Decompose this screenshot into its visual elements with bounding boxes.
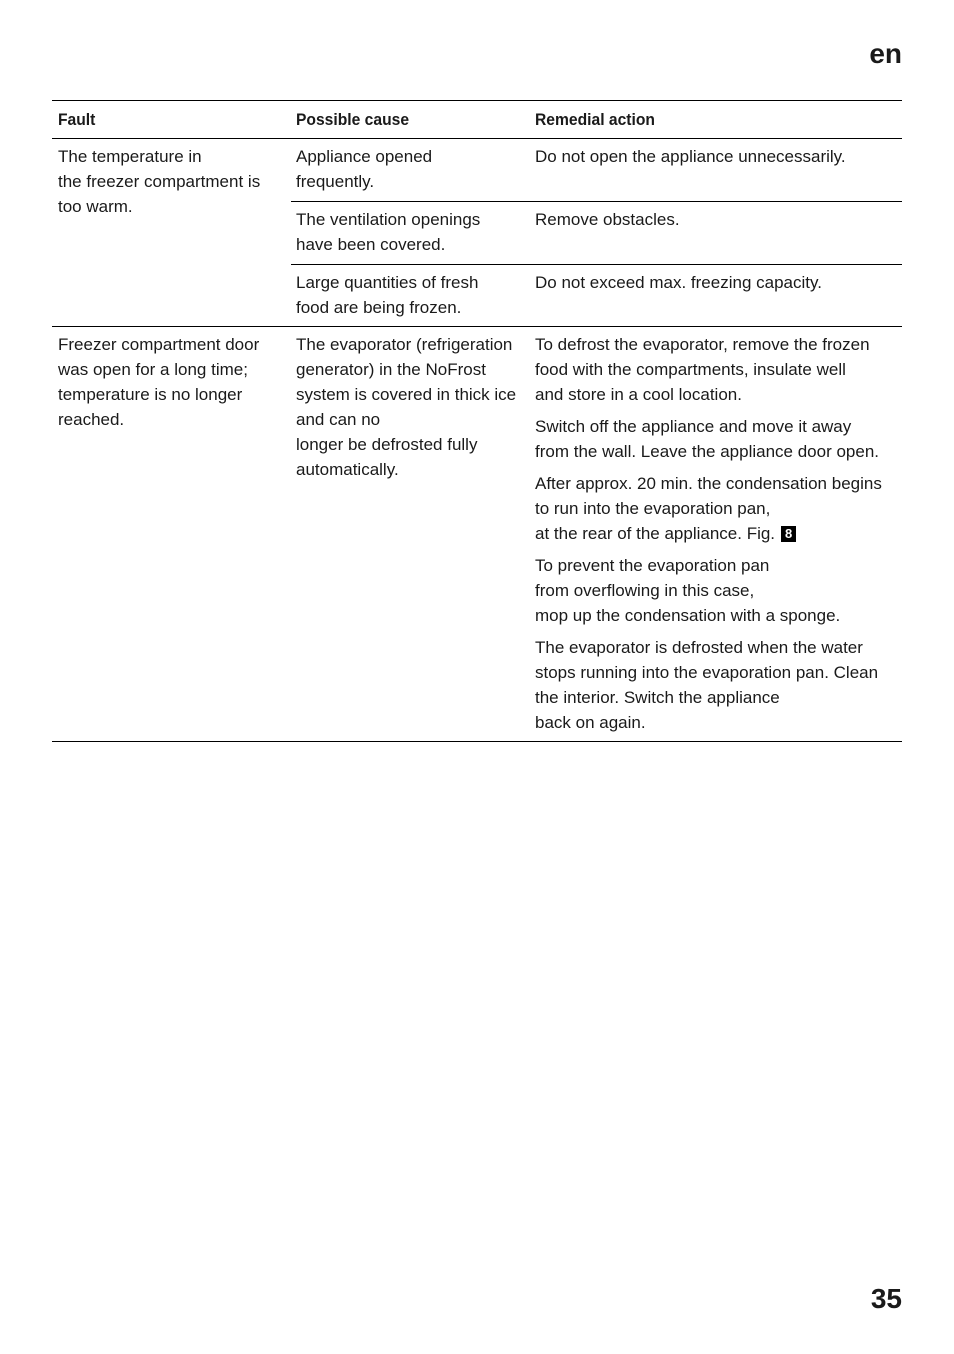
table-row	[291, 327, 902, 742]
cause-cell: Large quantities of fresh food are being frozen.	[296, 273, 479, 317]
table-header-row	[52, 101, 902, 139]
action-cell: Do not open the appliance unnecessarily.	[535, 147, 846, 166]
table-row	[291, 264, 902, 326]
table-row-group	[52, 139, 902, 327]
action-paragraph: To prevent the evaporation pan from overflowing in this case, mop up the condensation with a sponge.	[535, 556, 841, 625]
cause-cell: Appliance opened frequently.	[296, 147, 433, 191]
troubleshooting-table	[52, 100, 902, 742]
action-cell: Do not exceed max. freezing capacity.	[535, 273, 822, 292]
header-fault: Fault	[58, 109, 96, 129]
action-paragraph: The evaporator is defrosted when the water stops running into the evaporation pan. Clean the interior. Switch the appliance back on again.	[535, 638, 879, 732]
fault-cell: Freezer compartment door was open for a long time; temperature is no longer reached.	[58, 335, 260, 429]
table-row	[291, 139, 902, 201]
action-cell: Remove obstacles.	[535, 210, 680, 229]
action-paragraph: To defrost the evaporator, remove the frozen food with the compartments, insulate well and store in a cool location.	[535, 335, 870, 404]
action-paragraph-with-figure: After approx. 20 min. the condensation begins to run into the evaporation pan, at the rear of the appliance. Fig. 8	[535, 474, 882, 543]
table-row-group	[52, 327, 902, 742]
fault-cell: The temperature in the freezer compartment is too warm.	[58, 147, 261, 216]
cause-cell: The evaporator (refrigeration generator) in the NoFrost system is covered in thick ice and can no longer be defrosted fully automatically.	[296, 335, 517, 479]
cause-cell: The ventilation openings have been covered.	[296, 210, 481, 254]
page-number: 35	[870, 1283, 902, 1314]
action-paragraph: Switch off the appliance and move it away from the wall. Leave the appliance door open.	[535, 417, 880, 461]
language-label: en	[869, 38, 902, 69]
header-remedial-action: Remedial action	[535, 109, 655, 129]
action-cell	[530, 327, 902, 742]
table-row	[291, 201, 902, 264]
figure-reference-badge: 8	[781, 526, 796, 542]
header-possible-cause: Possible cause	[296, 109, 410, 129]
